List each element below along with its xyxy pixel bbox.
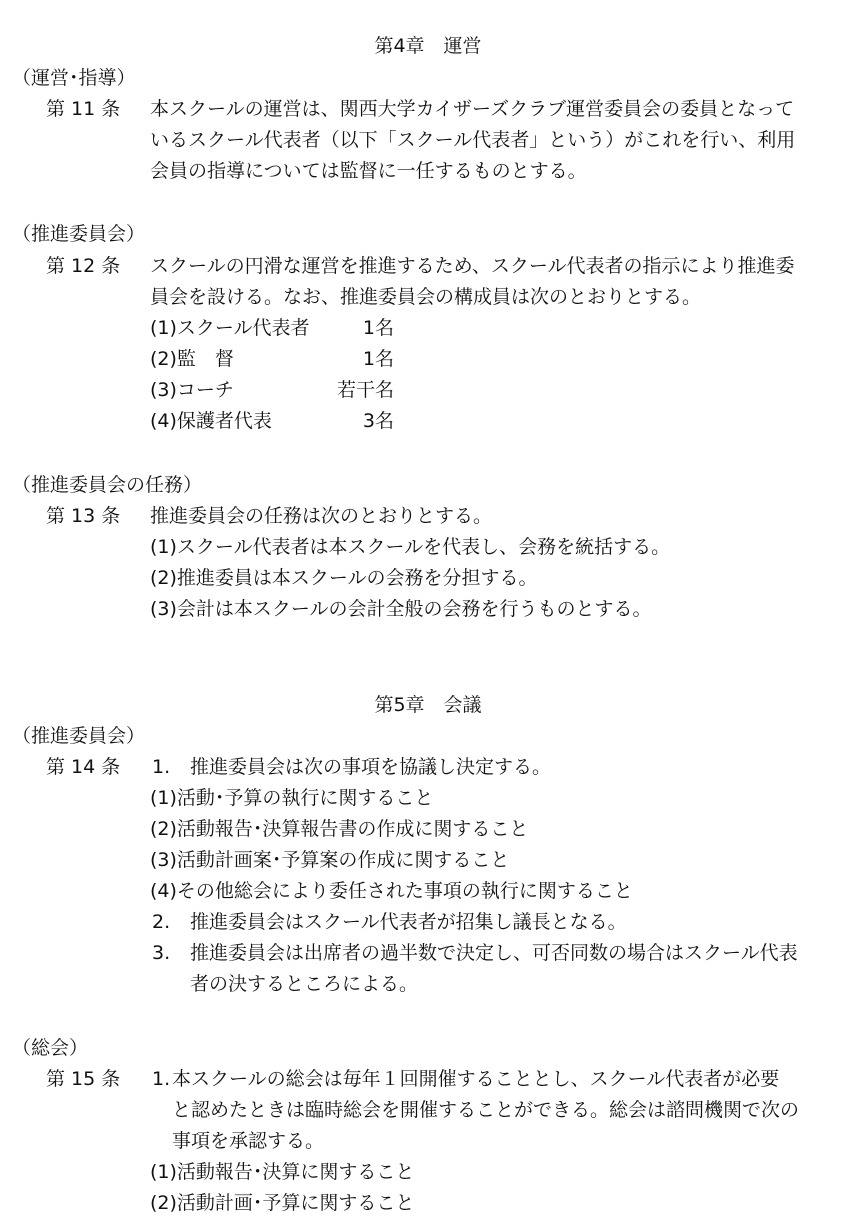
article-15-paragraph-1-line-3: 事項を承認する。	[172, 1130, 325, 1152]
article-13-heading: （推進委員会の任務）	[12, 474, 203, 496]
chapter-5-title: 第5章 会議	[374, 694, 482, 716]
member-count: 1名	[362, 348, 394, 370]
article-14-number: 第 14 条	[46, 756, 121, 778]
list-item: (3)活動計画案･予算案の作成に関すること	[150, 849, 510, 871]
list-item: (1)活動報告･決算に関すること	[150, 1161, 415, 1183]
paragraph-number: 1.	[152, 756, 171, 778]
member-count: 1名	[362, 317, 394, 339]
article-15-paragraph-1-line-2: と認めたときは臨時総会を開催することができる。総会は諮問機関で次の	[172, 1099, 800, 1121]
member-label: (3)コーチ	[150, 379, 234, 401]
article-12-number: 第 12 条	[46, 255, 121, 277]
chapter-4-title: 第4章 運営	[374, 35, 482, 57]
paragraph-number: 3.	[152, 942, 171, 964]
article-12-line-2: 員会を設ける。なお、推進委員会の構成員は次のとおりとする。	[150, 286, 702, 308]
list-item: (3)会計は本スクールの会計全般の会務を行うものとする。	[150, 598, 652, 620]
article-15-number: 第 15 条	[46, 1068, 121, 1090]
member-count: 若干名	[336, 379, 394, 401]
member-label: (1)スクール代表者	[150, 317, 310, 339]
list-item: (1)スクール代表者は本スクールを代表し、会務を統括する。	[150, 536, 671, 558]
paragraph-number: 1.	[152, 1068, 171, 1090]
article-12-line-1: スクールの円滑な運営を推進するため、スクール代表者の指示により推進委	[150, 255, 795, 277]
article-12-heading: （推進委員会）	[12, 223, 146, 245]
list-item: (2)推進委員は本スクールの会務を分担する。	[150, 567, 538, 589]
member-count: 3名	[362, 410, 394, 432]
article-15-paragraph-1-line-1: 本スクールの総会は毎年１回開催することとし、スクール代表者が必要	[172, 1068, 780, 1090]
list-item: (2)活動報告･決算報告書の作成に関すること	[150, 818, 529, 840]
member-label: (2)監 督	[150, 348, 234, 370]
article-11-line-2: いるスクール代表者（以下「スクール代表者」という）がこれを行い、利用	[150, 129, 796, 151]
list-item: (2)活動計画･予算に関すること	[150, 1192, 415, 1214]
article-15-heading: （総会）	[12, 1037, 89, 1059]
member-label: (4)保護者代表	[150, 410, 272, 432]
article-13-number: 第 13 条	[46, 505, 121, 527]
article-11-heading: （運営･指導）	[12, 67, 136, 89]
article-14-paragraph-3-line-1: 推進委員会は出席者の過半数で決定し、可否同数の場合はスクール代表	[190, 942, 798, 964]
article-14-heading: （推進委員会）	[12, 725, 146, 747]
list-item: (1)活動･予算の執行に関すること	[150, 787, 434, 809]
article-11-number: 第 11 条	[46, 98, 121, 120]
article-14-paragraph-3-line-2: 者の決するところによる。	[190, 973, 419, 995]
article-14-paragraph-2: 推進委員会はスクール代表者が招集し議長となる。	[190, 911, 627, 933]
article-13-line-1: 推進委員会の任務は次のとおりとする。	[150, 505, 493, 527]
paragraph-number: 2.	[152, 911, 171, 933]
list-item: (4)その他総会により委任された事項の執行に関すること	[150, 880, 633, 902]
article-11-line-3: 会員の指導については監督に一任するものとする。	[150, 160, 587, 182]
article-14-paragraph-1: 推進委員会は次の事項を協議し決定する。	[190, 756, 552, 778]
article-11-line-1: 本スクールの運営は、関西大学カイザーズクラブ運営委員会の委員となって	[150, 98, 795, 120]
